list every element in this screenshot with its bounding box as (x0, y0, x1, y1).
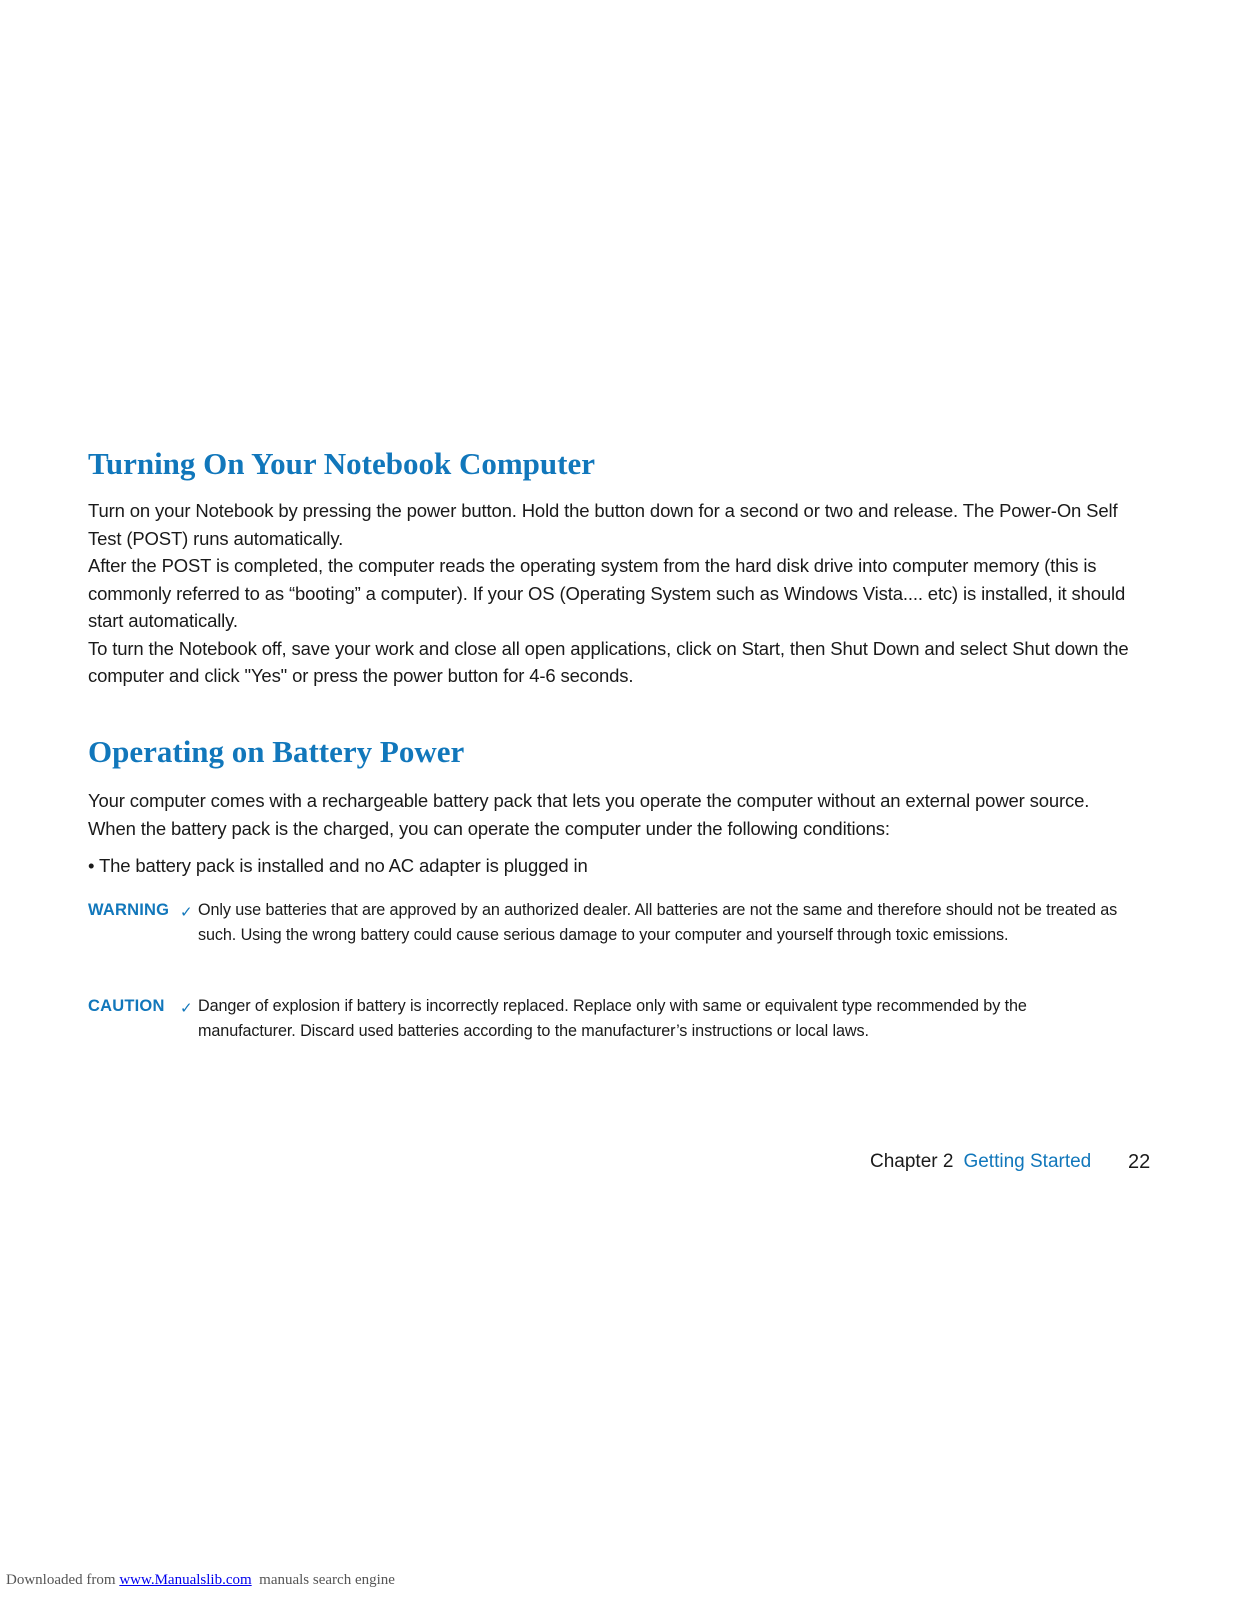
download-prefix: Downloaded from (6, 1572, 120, 1588)
page-footer (870, 1151, 1151, 1173)
caution-text: Danger of explosion if battery is incorrectly replaced. Replace only with same or equivalent type recommended by the manufacturer. Discard used batteries according to the manufacturer’s instructions or local laws. (198, 997, 1027, 1040)
battery-condition-bullet: • The battery pack is installed and no AC adapter is plugged in (88, 855, 588, 876)
warning-label: WARNING (88, 901, 170, 919)
checkmark-icon: ✓ (180, 999, 193, 1017)
battery-power-body: Your computer comes with a rechargeable battery pack that lets you operate the computer without an external power source. When the battery pack is the charged, you can operate the computer under the following conditions: (88, 790, 1090, 839)
section-heading-turning-on: Turning On Your Notebook Computer (88, 446, 596, 481)
page-number: 22 (1128, 1151, 1151, 1173)
footer-chapter: Chapter 2 (870, 1151, 954, 1172)
download-suffix: manuals search engine (251, 1572, 395, 1588)
caution-label: CAUTION (88, 997, 165, 1015)
manualslib-link[interactable]: www.Manualslib.com (119, 1572, 252, 1588)
footer-chapter-title: Getting Started (963, 1151, 1092, 1172)
turning-on-body: Turn on your Notebook by pressing the power button. Hold the button down for a second or two and release. The Power-On Self Test (POST) runs automatically. After the POST is completed, the computer reads the operating system from the hard disk drive into computer memory (this is commonly referred to as “booting” a computer). If your OS (Operating System such as Windows Vista.... etc) is installed, it should start automatically. To turn the Notebook off, save your work and close all open applications, click on Start, then Shut Down and select Shut down the computer and click "Yes" or press the power button for 4-6 seconds. (88, 500, 1129, 686)
checkmark-icon: ✓ (180, 903, 193, 921)
warning-text: Only use batteries that are approved by an authorized dealer. All batteries are not the same and therefore should not be treated as such. Using the wrong battery could cause serious damage to your computer and yourself through toxic emissions. (198, 901, 1118, 944)
download-source-note (6, 1572, 395, 1589)
section-heading-battery-power: Operating on Battery Power (88, 734, 465, 769)
